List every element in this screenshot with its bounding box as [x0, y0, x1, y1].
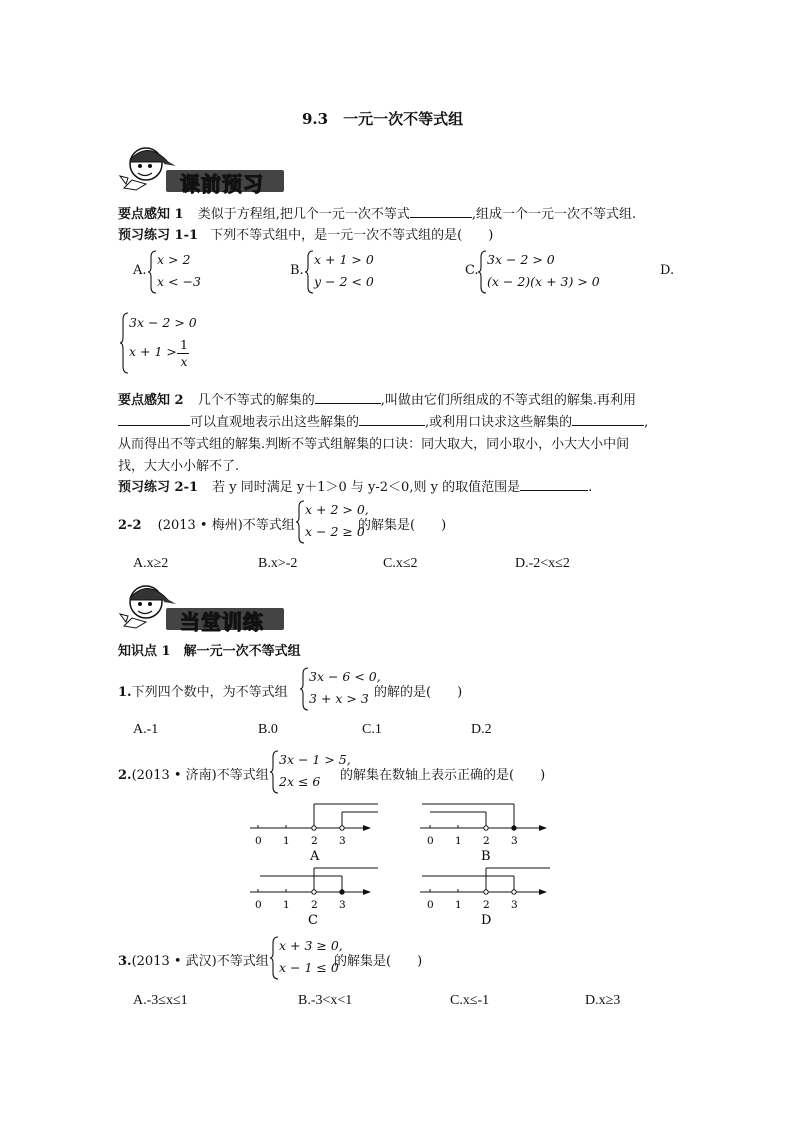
option-c-letter: C.	[465, 263, 479, 278]
option-b-system	[305, 250, 395, 294]
choice-b: B.x>-2	[258, 556, 298, 571]
question-2-text2: 的解集在数轴上表示正确的是( )	[340, 768, 546, 783]
key-point-1-text2: ,组成一个一元一次不等式组.	[471, 207, 637, 222]
practice-2-1	[118, 476, 592, 495]
system-line-2: x + 1 >	[129, 344, 177, 359]
option-c-system	[478, 250, 618, 294]
answer-blank	[410, 205, 472, 218]
number-line-options	[240, 800, 560, 930]
brace-icon	[148, 250, 157, 294]
option-a-letter: A.	[133, 263, 147, 278]
answer-blank	[118, 413, 190, 426]
system-line-1: 3x − 2 > 0	[487, 252, 555, 267]
question-2	[118, 764, 269, 783]
system-line-1: 3x − 2 > 0	[129, 315, 197, 330]
practice-1-1-label: 预习练习 1-1	[118, 228, 199, 243]
number-line-c	[250, 868, 378, 928]
question-number: 2.	[118, 768, 132, 783]
key-point-2-text: 可以直观地表示出这些解集的	[190, 415, 360, 430]
tick-label: 1	[455, 899, 462, 911]
fraction-numerator: 1	[180, 337, 188, 352]
section-banner-preview	[118, 140, 288, 196]
practice-1-1	[118, 224, 493, 243]
tick-label: 0	[255, 835, 262, 847]
key-point-2-line4: 找，大大小小解不了.	[118, 459, 240, 474]
system-line-2: y − 2 < 0	[314, 274, 374, 289]
question-2-system	[270, 750, 351, 794]
knowledge-point-1: 知识点 1 解一元一次不等式组	[118, 644, 301, 659]
choice-d: D.-2<x≤2	[515, 556, 570, 571]
system-line-2: x < −3	[157, 274, 201, 289]
question-1-system	[300, 667, 381, 711]
choice-a: A.-1	[133, 722, 159, 737]
tick-label: 1	[455, 835, 462, 847]
system-line-1: 3x − 1 > 5,	[279, 752, 351, 767]
practice-2-1-end: .	[588, 480, 593, 495]
option-b-letter: B.	[290, 263, 304, 278]
tick-label: 3	[339, 899, 346, 911]
question-3	[118, 950, 269, 969]
tick-label: 3	[511, 899, 518, 911]
key-point-2-line3: 从而得出不等式组的解集.判断不等式组解集的口诀：同大取大，同小取小，小大大小中间	[118, 437, 630, 452]
choice-c: C.1	[362, 722, 382, 737]
page-title: 9.3 一元一次不等式组	[302, 110, 464, 128]
key-point-1-label: 要点感知 1	[118, 207, 184, 222]
brace-icon	[270, 750, 279, 794]
choice-b: B.0	[258, 722, 278, 737]
choice-a: A.x≥2	[133, 556, 169, 571]
key-point-2-text: ,	[644, 415, 649, 430]
question-text: (2013 • 武汉)不等式组	[131, 954, 269, 969]
choice-a: A.-3≤x≤1	[133, 993, 188, 1008]
option-a-system	[148, 250, 218, 294]
tick-label: 3	[511, 835, 518, 847]
practice-2-2-label: 2-2	[118, 518, 142, 533]
brace-icon	[478, 250, 487, 294]
brace-icon	[296, 500, 305, 544]
question-1-text2: 的解的是( )	[374, 685, 463, 700]
practice-1-1-question: 下列不等式组中，是一元一次不等式组的是( )	[210, 228, 494, 243]
key-point-2-label: 要点感知 2	[118, 393, 184, 408]
tick-label: 3	[339, 835, 346, 847]
banner-title: 当堂训练	[180, 610, 264, 634]
system-line-1: x + 3 ≥ 0,	[279, 938, 343, 953]
system-line-2: (x − 2)(x + 3) > 0	[487, 274, 600, 289]
answer-blank	[572, 413, 644, 426]
tick-label: 1	[283, 835, 290, 847]
question-text: (2013 • 济南)不等式组	[131, 768, 269, 783]
brace-icon	[300, 667, 309, 711]
practice-2-2	[118, 514, 295, 533]
practice-2-2-system	[296, 500, 369, 544]
option-label: D	[481, 913, 492, 928]
brace-icon	[120, 312, 129, 374]
tick-label: 2	[483, 835, 490, 847]
choice-c: C.x≤-1	[450, 993, 490, 1008]
answer-blank	[315, 391, 381, 404]
tick-label: 2	[311, 835, 318, 847]
number-line-b	[420, 804, 546, 864]
key-point-1	[118, 203, 636, 222]
system-line-1: x + 2 > 0,	[305, 502, 369, 517]
option-label: C	[308, 913, 318, 928]
choice-b: B.-3<x<1	[298, 993, 353, 1008]
question-3-system	[270, 936, 343, 980]
practice-2-2-text: (2013 • 梅州)不等式组	[157, 518, 295, 533]
system-line-2: x − 1 ≤ 0	[279, 960, 339, 975]
key-point-2-text: 几个不等式的解集的	[197, 393, 315, 408]
question-1	[118, 681, 288, 700]
choice-d: D.x≥3	[585, 993, 621, 1008]
tick-label: 2	[483, 899, 490, 911]
number-line-d	[420, 868, 550, 928]
question-number: 1.	[118, 685, 132, 700]
tick-label: 0	[255, 899, 262, 911]
answer-blank	[520, 478, 588, 491]
option-d-system	[120, 312, 210, 374]
tick-label: 2	[311, 899, 318, 911]
system-line-1: x > 2	[157, 252, 191, 267]
option-label: A	[310, 849, 320, 864]
system-line-2: 3 + x > 3	[309, 691, 369, 706]
practice-2-1-label: 预习练习 2-1	[118, 480, 199, 495]
key-point-2-text: ,叫做由它们所组成的不等式组的解集.再利用	[380, 393, 636, 408]
brace-icon	[305, 250, 314, 294]
choice-c: C.x≤2	[383, 556, 418, 571]
key-point-1-text1: 类似于方程组,把几个一元一次不等式	[197, 207, 410, 222]
tick-label: 0	[427, 899, 434, 911]
question-text: 下列四个数中，为不等式组	[131, 685, 288, 700]
answer-blank	[359, 413, 425, 426]
practice-2-2-text2: 的解集是( )	[358, 518, 447, 533]
number-line-a	[250, 804, 378, 864]
key-point-2-line2	[118, 411, 648, 430]
tick-label: 0	[427, 835, 434, 847]
system-line-1: 3x − 6 < 0,	[309, 669, 381, 684]
system-line-2: x − 2 ≥ 0	[305, 524, 365, 539]
banner-title: 课前预习	[180, 172, 264, 196]
fraction-denominator: x	[180, 354, 188, 369]
option-label: B	[481, 849, 491, 864]
tick-label: 1	[283, 899, 290, 911]
practice-2-1-question: 若 y 同时满足 y＋1＞0 与 y-2＜0,则 y 的取值范围是	[212, 480, 521, 495]
system-line-2: 2x ≤ 6	[279, 774, 321, 789]
key-point-2-line1	[118, 389, 636, 408]
system-line-1: x + 1 > 0	[314, 252, 374, 267]
option-d-letter: D.	[660, 263, 675, 278]
question-3-text2: 的解集是( )	[334, 954, 423, 969]
section-banner-training	[118, 578, 288, 634]
question-number: 3.	[118, 954, 132, 969]
choice-d: D.2	[471, 722, 492, 737]
key-point-2-text: ,或利用口诀求这些解集的	[425, 415, 573, 430]
brace-icon	[270, 936, 279, 980]
